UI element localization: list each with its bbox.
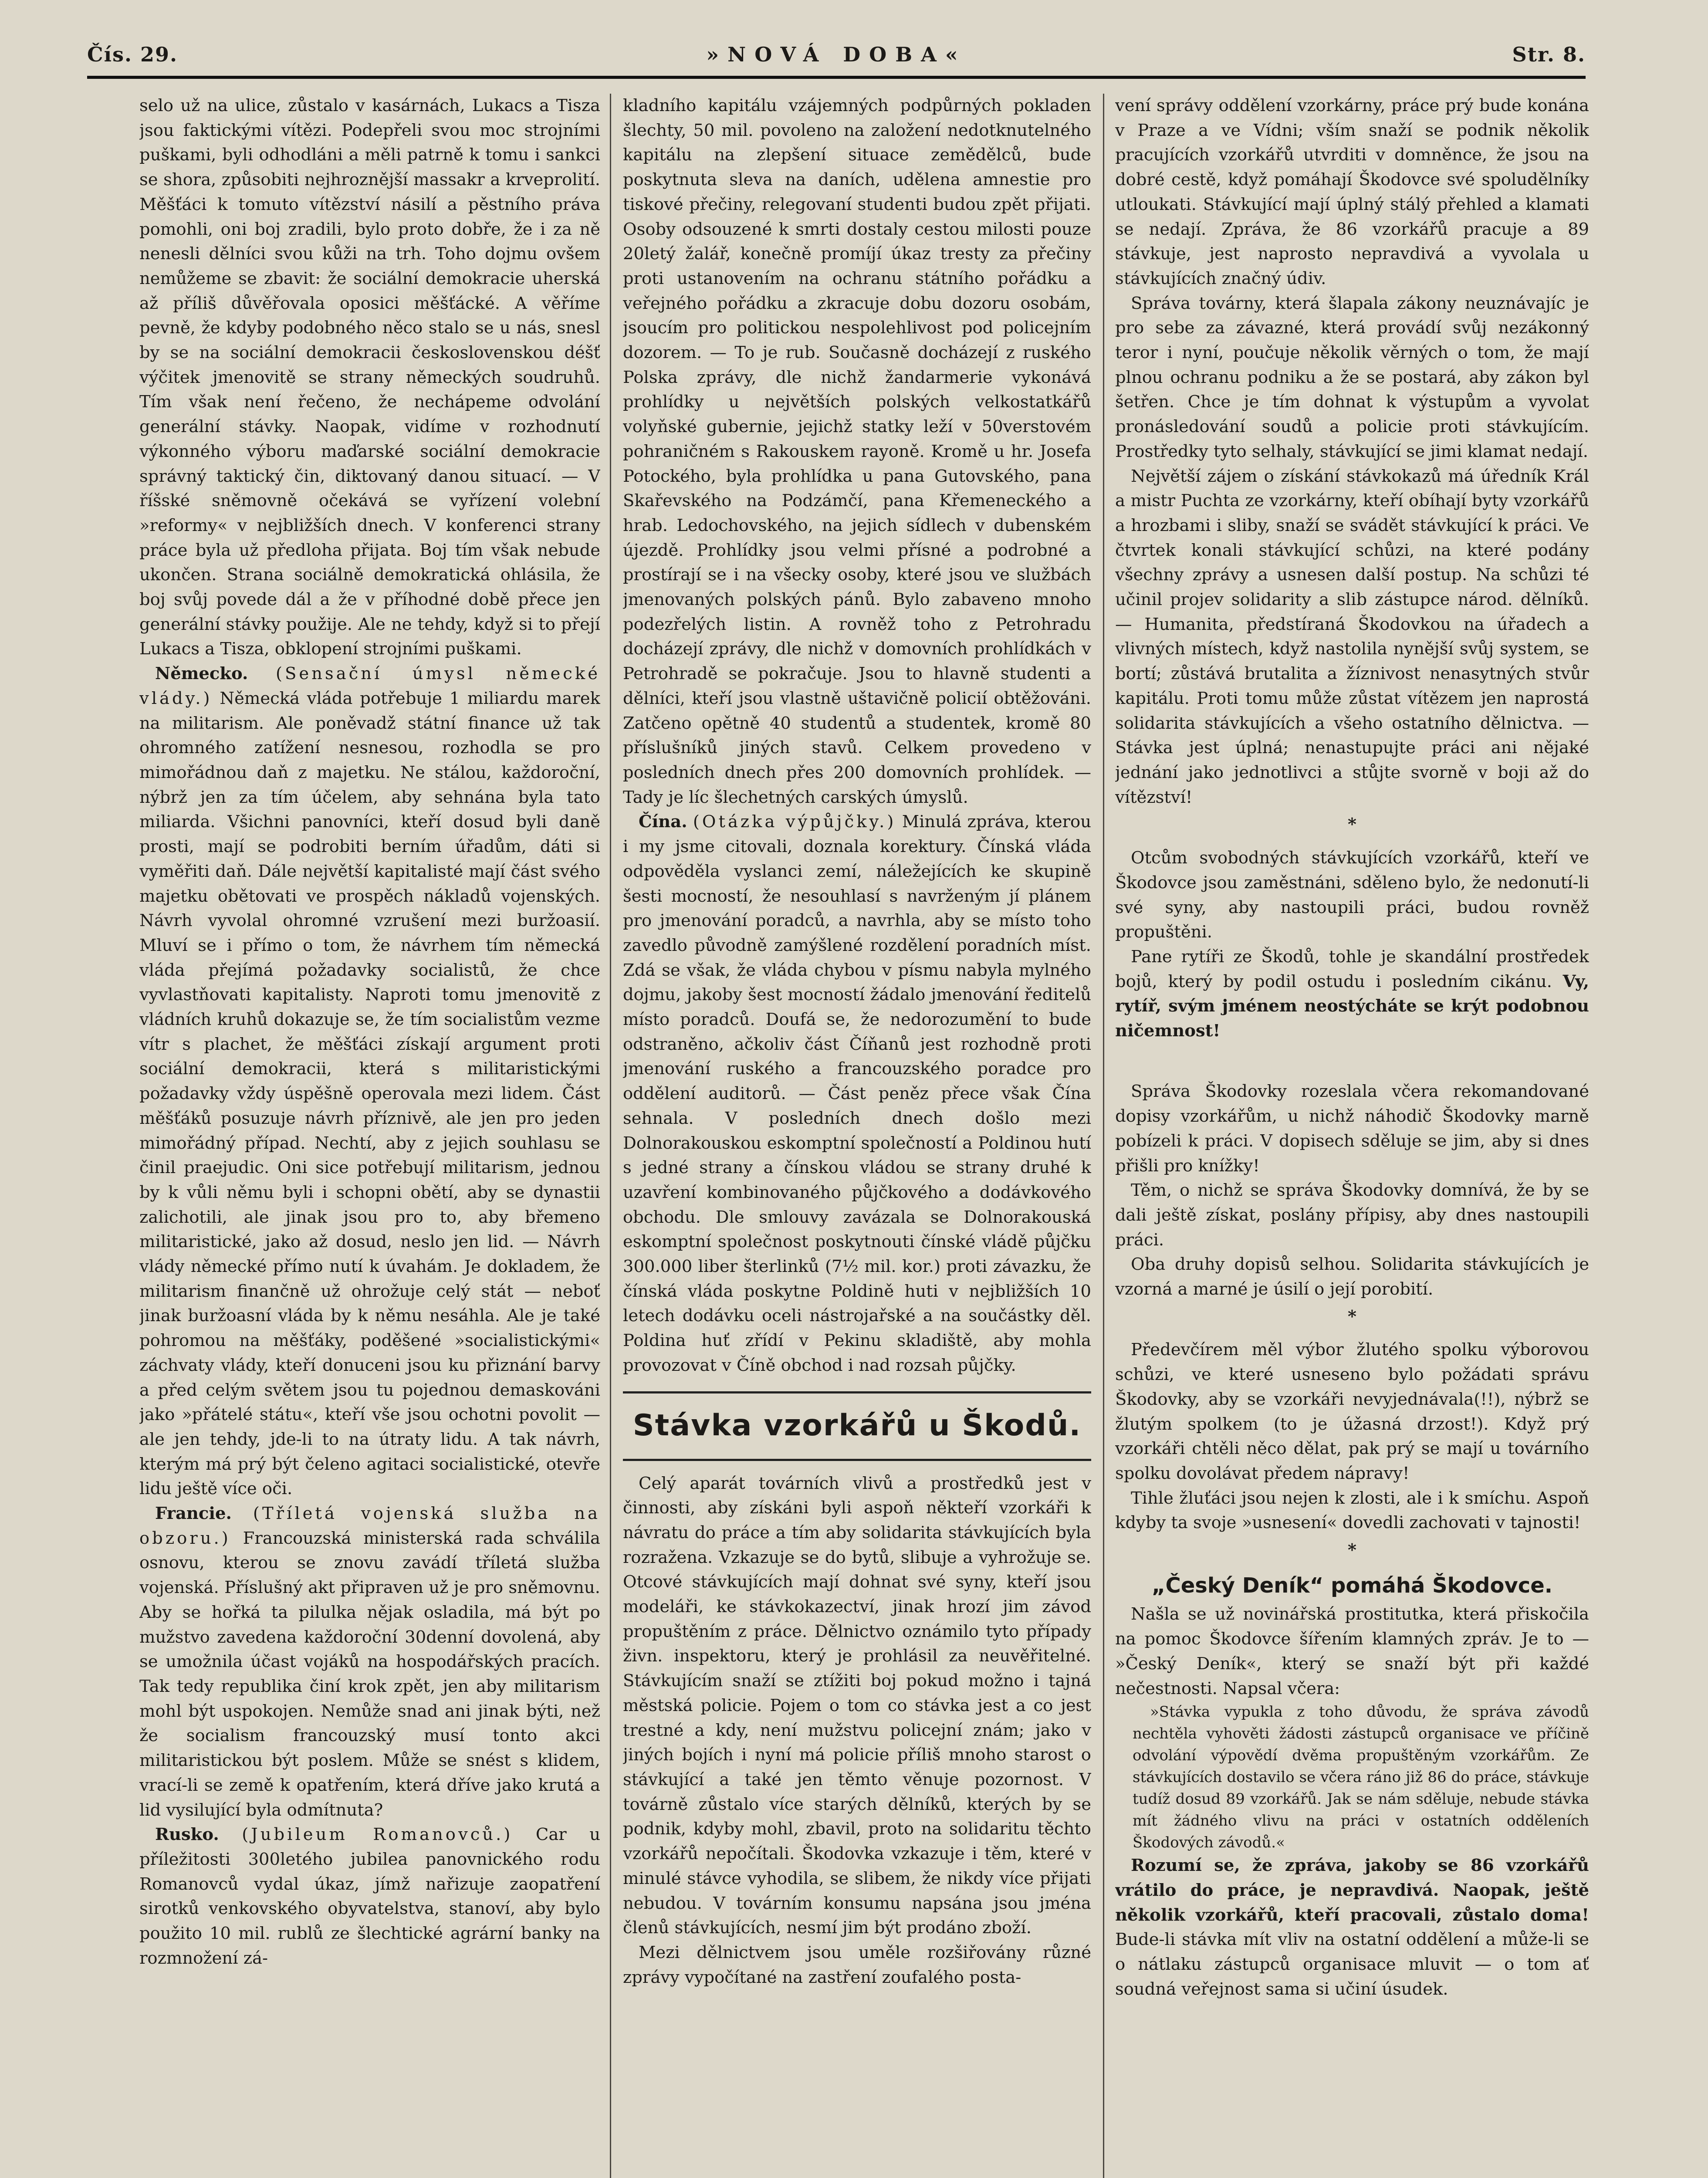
paragraph-text: Pane rytíři ze Škodů, tohle je skandální prostředek bojů, který by podil ostudu i posledním cikánu. xyxy=(1115,947,1589,991)
section-subtitle-rusko: (Jubileum Romanovců.) xyxy=(242,1825,513,1845)
page-number: Str. 8. xyxy=(1512,43,1586,66)
article-paragraph: vení správy oddělení vzorkárny, práce prý bude konána v Praze a ve Vídni; vším snaží se podnik několik pracujících vzorkářů utvrditi v domněnce, že jsou na dobré cestě, když pomáhají Škodovce své spoludělníky utloukati. Stávkující mají úplný stálý přehled a klamati se nedají. Zpráva, že 86 vzorkářů pracuje a 89 stávkuje, jest naprosto nepravdivá a vyvolala u stávkujících značný údiv. xyxy=(1115,96,1589,288)
article-rusko xyxy=(139,1823,600,1971)
section-subtitle-cina: (Otázka výpůjčky.) xyxy=(693,812,896,832)
section-body-rusko: Car u příležitosti 300letého jubilea panovnického rodu Romanovců vydal úkaz, jímž nařizuje zaopatření sirotků venkovského obyvatelstva, stanoví, aby bylo použito 10 mil. rublů ze šlechtické agrární banky na rozmnožení zá- xyxy=(139,1825,600,1968)
article-paragraph: Našla se už novinářská prostitutka, která přiskočila na pomoc Škodovce šířením klamných zpráv. Je to — »Český Deník«, který se snaží být při každé nečestnosti. Napsal včera: xyxy=(1115,1604,1589,1698)
section-separator: * xyxy=(1347,1306,1357,1326)
column-divider xyxy=(1103,94,1104,2178)
section-separator: * xyxy=(1347,1540,1357,1560)
section-body-nemecko: Německá vláda potřebuje 1 miliardu marek na militarism. Ale poněvadž státní finance už tak ohromného zatížení nesnesou, rozhodla se pro mimořádnou daň z majetku. Ne stálou, každoroční, nýbrž jen za tím účelem, aby sehnána byla tato miliarda. Všichni panovníci, kteří dosud byli daně prosti, mají se podrobiti berním úřadům, dáti si vyměřiti daň. Dále největší kapitalisté mají část svého majetku obětovati ve prospěch nákladů vojenských. Návrh vyvolal ohromné vzrušení mezi buržoasií. Mluví se i přímo o tom, že návrhem tím německá vláda přejímá požadavky socialistů, že chce vyvlastňovati kapitalisty. Naproti tomu jmenovitě z vládních kruhů dokazuje se, že tím socialistům vezme vítr s plachet, že měšťáci získají argument proti sociální demokracii, která s militaristickými požadavky vždy úspěšně operovala mezi lidem. Část měšťáků posuzuje návrh příznivě, ale jen pro jeden mimořádný případ. Nechtí, aby z jejich souhlasu se činil praejudic. Oni sice potřebují militarism, jednou by k vůli němu byli i schopni obětí, aby se dynastii zalichotili, ale jinak jsou pro to, aby břemeno militaristické, jako až dosud, neslo jen lid. — Návrh vlády německé přímo nutí k úvahám. Je dokladem, že militarism finančně už ohrožuje celý stát — neboť jinak buržoasní vláda by k němu nesáhla. Ale je také pohromou na měšťáky, poděšené »socialistickými« záchvaty vlády, kteří donuceni jsou ku přiznání barvy a před celým světem jsou tu pojednou demaskováni jako »přátelé státu«, kteří vše jsou ochotni povolit — ale jen tehdy, jde-li to na útraty lidu. A tak návrh, kterým má prý být čeleno agitaci socialistické, otevře lidu ještě více oči. xyxy=(139,688,600,1499)
column-3 xyxy=(1115,94,1589,2178)
article-paragraph: Těm, o nichž se správa Škodovky domnívá, že by se dali ještě získat, poslány přípisy, aby dnes nastoupili práci. xyxy=(1115,1180,1589,1250)
section-title-nemecko: Německo. xyxy=(155,664,248,684)
section-title-rusko: Rusko. xyxy=(155,1825,219,1845)
article-paragraph: Správa továrny, která šlapala zákony neuznávajíc je pro sebe za závazné, která provádí svůj nezákonný teror i nyní, poučuje několik věrných o tom, že mají plnou ochranu podniku a že se postará, aby zákon byl šetřen. Chce je tím dohnat k výstupům a vyvolat pronásledování soudů a policie proti stávkujícím. Prostředky tyto selhaly, stávkující se jimi klamat nedají. xyxy=(1115,293,1589,461)
paragraph-emphasis: Vy, rytíř, svým jménem neostýcháte se krýt podobnou ničemnost! xyxy=(1115,971,1589,1041)
issue-number: Čís. 29. xyxy=(87,43,178,66)
denik-article-title: „Český Deník“ pomáhá Škodovce. xyxy=(1151,1573,1553,1598)
section-title-cina: Čína. xyxy=(639,812,687,832)
section-separator: * xyxy=(1347,815,1357,835)
section-separator xyxy=(1115,1046,1589,1071)
article-paragraph: Mezi dělnictvem jsou uměle rozšiřovány různé zprávy vypočítané na zastření zoufalého posta- xyxy=(623,1942,1091,1987)
article-paragraph: Otcům svobodných stávkujících vzorkářů, kteří ve Škodovce jsou zaměstnáni, sděleno bylo, že nedonutí-li své syny, aby nastoupili práci, budou rovněž propuštěni. xyxy=(1115,848,1589,942)
article-nemecko xyxy=(139,662,600,1502)
strike-article-heading xyxy=(623,1391,1091,1461)
section-subtitle-nemecko: (Sensační úmysl německé vlády.) xyxy=(139,664,600,708)
article-paragraph: Předevčírem měl výbor žlutého spolku výborovou schůzi, ve které usneseno bylo požádati správu Škodovky, aby se vzorkáři nevyjednávala(!!), nýbrž se žlutým spolkem (to je úžasná drzost!). Když prý vzorkáři chtěli něco dělat, pak prý se mají u továrního spolku dovolávat předem nápravy! xyxy=(1115,1340,1589,1483)
section-body-francie: Francouzská ministerská rada schválila osnovu, kterou se znovu zavádí tříletá služba vojenská. Příslušný akt připraven už je pro sněmovnu. Aby se hořká ta pilulka nějak osladila, má být po mužstvo zavedena každoroční 30denní dovolená, aby se umožnila účast vojáků na hospodářských pracích. Tak tedy republika činí krok zpět, jen aby militarism mohl být uspokojen. Nemůže snad ani jinak býti, než že socialism francouzský musí tonto akci militaristickou být poslem. Může se snést s klidem, vrací-li se země k opatřením, která dříve jako krutá a lid vysilující byla odmítnuta? xyxy=(139,1528,600,1820)
article-paragraph: Největší zájem o získání stávkokazů má úředník Král a mistr Puchta ze vzorkárny, kteří obíhají byty vzorkářů a hrozbami i sliby, snaží se svádět stávkující k práci. Ve čtvrtek konali stávkující schůzi, na které podány všechny zprávy a usnesen další postup. Na schůzi té učinil projev solidarity a slib zástupce národ. dělníků. — Humanita, předstíraná Škodovkou na úřadech a vlivných místech, když nastolila nynější svůj system, se bortí; zůstává brutalita a žíznivost nenasytných stvůr kapitálu. Proti tomu může zůstat vítězem jen naprostá solidarita stávkujících a všeho ostatního dělnictva. — Stávka jest úplná; nenastupujte práci ani nějaké jednání jako jednotlivci a stůjte svorně v boji až do vítězství! xyxy=(1115,466,1589,807)
section-subtitle-francie: (Tříletá vojenská služba na obzoru.) xyxy=(139,1504,600,1548)
section-title-francie: Francie. xyxy=(155,1504,232,1524)
column-1 xyxy=(139,94,600,2178)
section-body-cina: Minulá zpráva, kterou i my jsme citovali, doznala korektury. Čínská vláda odpověděla vyslanci zemí, náležejících ke skupině šesti mocností, že nesouhlasí s navrženým jí plánem pro jmenování poradců, a navrhla, aby se místo toho zavedlo původně zamýšlené rozdělení poradních míst. Zdá se však, že vláda chybou v písmu nabyla mylného dojmu, jakoby šest mocností žádalo jmenování ředitelů místo poradců. Doufá se, že nedorozumění to bude odstraněno, ačkoliv část Číňanů jest rozhodně proti jmenování ruského a francouzského poradce pro oddělení auditorů. — Část peněz přece však Čína sehnala. V posledních dnech došlo mezi Dolnorakouskou eskomptní společností a Poldinou hutí s jedné strany a čínskou vládou se strany druhé k uzavření kombinovaného půjčkového a dodávkového obchodu. Dle smlouvy zavázala se Dolnorakouská eskomptní společnost poskytnouti čínské vládě půjčku 300.000 liber šterlinků (7½ mil. kor.) proti závazku, že čínská vláda poskytne Poldině huti v nejbližších 10 letech dodávku oceli nástrojařské a na součástky děl. Poldina huť zřídí v Pekinu skladiště, aby mohla provozovat v Číně obchod i nad rozsah půjčky. xyxy=(623,812,1091,1375)
article-paragraph: Tihle žluťáci jsou nejen k zlosti, ale i k smíchu. Aspoň kdyby ta svoje »usnesení« dovedli zachovati v tajnosti! xyxy=(1115,1488,1589,1533)
paragraph-text: Bude-li stávka mít vliv na ostatní oddělení a může-li se o nátlaku zástupců organisace mluvit — o tom ať soudná veřejnost sama si učiní úsudek. xyxy=(1115,1930,1589,1999)
article-paragraph: selo už na ulice, zůstalo v kasárnách, Lukacs a Tisza jsou faktickými vítězi. Podepřeli svou moc strojními puškami, byli odhodláni a měli patrně k tomu i sankci se shora, způsobiti nejhroznější massakr a krveprolití. Měšťáci k tomuto vítězství násilí a pěstního práva pomohli, oni boj zradili, bylo proto dobře, že i za ně nenesli dělníci svou kůži na trh. Toho dojmu ovšem nemůžeme se zbavit: že sociální demokracie uherská až příliš důvěřovala oposici měšťácké. A věříme pevně, že kdyby podobného něco stalo se u nás, snesl by se na sociální demokracii československou déšť výčitek jmenovitě se strany německých soudruhů. Tím však není řečeno, že nechápeme odvolání generální stávky. Naopak, vidíme v rozhodnutí výkonného výboru maďarské sociální demokracie správný taktický čin, diktovaný danou situací. — V říšské sněmovně očekává se vyřízení volební »reformy« v nejbližších dnech. V konferenci strany práce byla už předloha přijata. Boj tím však nebude ukončen. Strana sociálně demokratická ohlásila, že boj svůj povede dál a že v příhodné době přece jen generální stávky použije. Ale ne tehdy, když si to přejí Lukacs a Tisza, obklopení strojními puškami. xyxy=(139,96,600,659)
article-francie xyxy=(139,1502,600,1823)
paragraph-emphasis: Rozumí se, že zpráva, jakoby se 86 vzorkářů vrátilo do práce, je nepravdivá. Naopak, ještě několik vzorkářů, kteří pracovali, zůstalo doma! xyxy=(1115,1856,1589,1925)
article-paragraph: kladního kapitálu vzájemných podpůrných pokladen šlechty, 50 mil. povoleno na založení nedotknutelného kapitálu na zlepšení situace zemědělců, bude poskytnuta sleva na daních, udělena amnestie pro tiskové přečiny, relegovaní studenti budou zpět přijati. Osoby odsouzené k smrti dostaly cestou milosti pouze 20letý žalář, konečně promíjí úkaz tresty za přečiny proti ustanovením na ochranu státního pořádku a veřejného pořádku a zkracuje dobu dozoru osobám, jsoucím pro politickou nespolehlivost pod policejním dozorem. — To je rub. Současně docházejí z ruského Polska zprávy, dle nichž žandarmerie vykonává prohlídky u největších polských velkostatkářů volyňské gubernie, jejichž statky leží v 50verstovém pohraničném s Rakouskem rayoně. Kromě u hr. Josefa Potockého, byla prohlídka u pana Gutovského, pana Skařevského na Podzámčí, pana Křemeneckého a hrab. Ledochovského, na jejich sídlech v dubenském újezdě. Prohlídky jsou velmi přísné a podrobné a prostírají se i na všecky osoby, které jsou ve službách jmenovaných polských pánů. Bylo zabaveno mnoho podezřelých listin. A rovněž toho z Petrohradu docházejí zprávy, dle nichž v domovních prohlídkách v Petrohradě se pokračuje. Jsou to hlavně studenti a dělníci, kteří jsou vlastně uštavičně policií obtěžováni. Zatčeno opětně 40 studentů a studentek, kromě 80 příslušníků jiných stavů. Celkem provedeno v posledních dnech přes 200 domovních prohlídek. — Tady je líc šlechetných carských úmyslů. xyxy=(623,96,1091,807)
article-paragraph: Správa Škodovky rozeslala včera rekomandované dopisy vzorkářům, u nichž náhodič Škodovky marně pobízeli k práci. V dopisech sděluje se jim, aby si dnes přišli pro knížky! xyxy=(1115,1082,1589,1176)
article-paragraph: Oba druhy dopisů selhou. Solidarita stávkujících je vzorná a marné je úsilí o její porobití. xyxy=(1115,1255,1589,1299)
article-paragraph: Celý aparát továrních vlivů a prostředků jest v činnosti, aby získáni byli aspoň někteří vzorkáři k návratu do práce a tím aby solidarita stávkujících byla rozražena. Vzkazuje se do bytů, slibuje a vyhrožuje se. Otcové stávkujících mají dohnat své syny, kteří jsou modeláři, ke stávkokazectví, jinak hrozí jim závod propuštěním z práce. Dělnictvo oznámilo tyto případy živn. inspektoru, který je prohlásil za neuvěřitelné. Stávkujícím snaží se ztížiti boj pokud možno i tajná městská policie. Pojem o tom co stávka jest a co jest trestné a kdy, není mužstvu policejní znám; jako v jiných bojích i nyní má policie příliš mnoho starost o stávkující a také jen těmto věnuje pozornost. V továrně zůstalo více starých dělníků, kterých by se podnik, kdyby mohl, zbavil, proto na solidaritu těchto vzorkářů nepočítali. Škodovka vzkazuje i těm, které v minulé stávce vyhodila, se slibem, že nikdy více přijati nebudou. V továrním konsumu napsána jsou jména členů stávkujících, nesmí jim být prodáno zboží. xyxy=(623,1473,1091,1938)
quote-text: »Stávka vypukla z toho důvodu, že správa závodů nechtěla vyhověti žádosti zástupců organisace ve příčině odvolání výpovědí dvěma propuštěným vzorkářům. Ze stávkujících dostavilo se včera ráno již 86 do práce, stávkuje tudíž dosud 89 vzorkářů. Jak se nám sděluje, nebude stávka mít žádného vlivu na práci v ostatních odděleních Škodových závodů.« xyxy=(1133,1703,1589,1852)
quoted-report xyxy=(1115,1701,1589,1853)
column-divider xyxy=(610,94,611,2178)
page-header xyxy=(87,37,1586,79)
column-2 xyxy=(623,94,1091,2178)
strike-article-title: Stávka vzorkářů u Škodů. xyxy=(632,1408,1082,1443)
article-paragraph xyxy=(1115,945,1589,1044)
article-cina xyxy=(623,810,1091,1378)
article-paragraph xyxy=(1115,1853,1589,2002)
newspaper-title: »NOVÁ DOBA« xyxy=(706,43,967,66)
